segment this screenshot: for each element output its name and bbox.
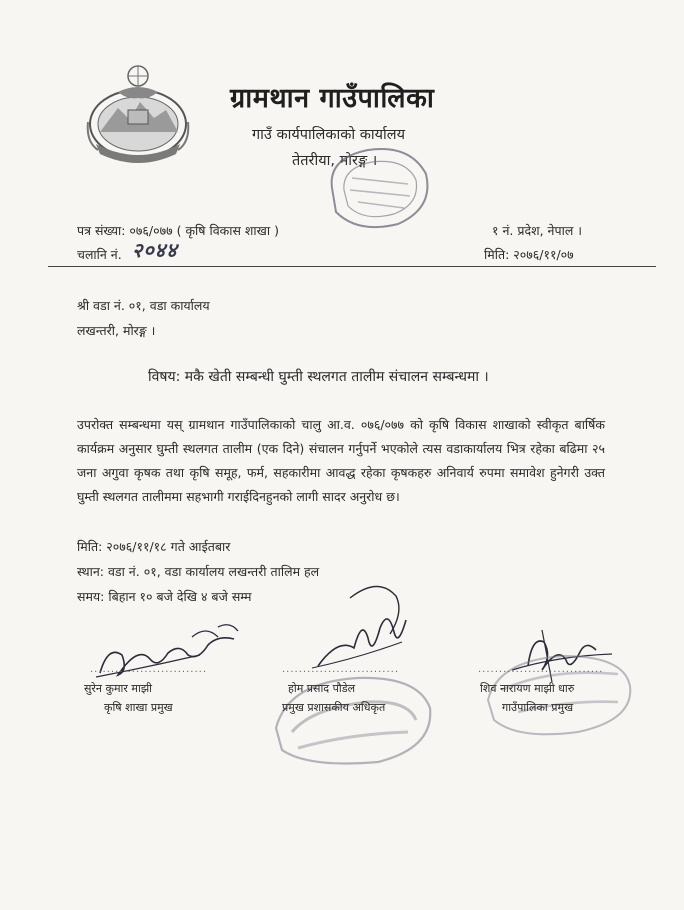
office-stamp [318, 138, 436, 230]
government-emblem-logo [78, 62, 198, 167]
letter-number: पत्र संख्या: ०७६/०७७ ( कृषि विकास शाखा ) [77, 223, 279, 238]
dispatch-number: २०४४ [132, 238, 178, 262]
municipality-title: ग्रामथान गाउँपालिका [230, 83, 435, 114]
event-time: समय: बिहान १० बजे देखि ४ बजे सम्म [77, 589, 252, 604]
signature-line-3: .............................. [478, 664, 604, 675]
signatory-3-title: गाउँपालिका प्रमुख [502, 701, 574, 714]
letter-body: उपरोक्त सम्बन्धमा यस् ग्रामथान गाउँपालिकाको चालु आ.व. ०७६/०७७ को कृषि विकास शाखाको स्वीकृत बार्षिक कार्यक्रम अनुसार घुम्ती स्थलगत तालीम (एक दिने) संचालन गर्नुपर्ने भएकोले त्यस वडाकार्यालय भित्र रहेका बढिमा २५ जना अगुवा कृषक तथा कृषि समूह, फर्म, सहकारीमा आवद्ध रहेका कृषकहरु अनिवार्य रुपमा समावेश हुनेगरी उक्त घुम्ती स्थलगत तालीममा सहभागी गराईदिनहुनको लागी सादर अनुरोध छ। [77, 417, 605, 504]
signature-line-2: ............................ [282, 664, 400, 675]
office-name: गाउँ कार्यपालिकाको कार्यालय [252, 127, 406, 143]
event-place: स्थान: वडा नं. ०१, वडा कार्यालय लखन्तरी तालिम हल [77, 564, 320, 579]
letter-date: मिति: २०७६/११/०७ [484, 247, 574, 262]
province-label: १ नं. प्रदेश, नेपाल । [492, 223, 583, 238]
signature-line-1: ............................ [90, 664, 208, 675]
signatory-1-title: कृषि शाखा प्रमुख [104, 701, 173, 714]
signatory-2-name: होम प्रसाद पौडेल [288, 682, 356, 695]
recipient-line-2: लखन्तरी, मोरङ्ग । [77, 323, 156, 338]
signatory-2-title: प्रमुख प्रशासकीय अधिकृत [282, 701, 386, 714]
recipient-line-1: श्री वडा नं. ०१, वडा कार्यालय [77, 298, 210, 313]
subject-line: विषय: मकै खेती सम्बन्धी घुम्ती स्थलगत तालीम संचालन सम्बन्धमा । [148, 369, 489, 385]
signature-2 [298, 578, 428, 678]
dispatch-label: चलानि नं. [77, 247, 122, 262]
signatory-1-name: सुरेन कुमार माझी [84, 682, 152, 695]
signatory-3-name: शिव नारायण माझी धारु [480, 682, 575, 695]
office-location: तेतरीया, मोरङ्ग । [292, 153, 378, 169]
event-date: मिति: २०७६/११/१८ गते आईतबार [77, 539, 231, 554]
header-divider [48, 266, 656, 267]
